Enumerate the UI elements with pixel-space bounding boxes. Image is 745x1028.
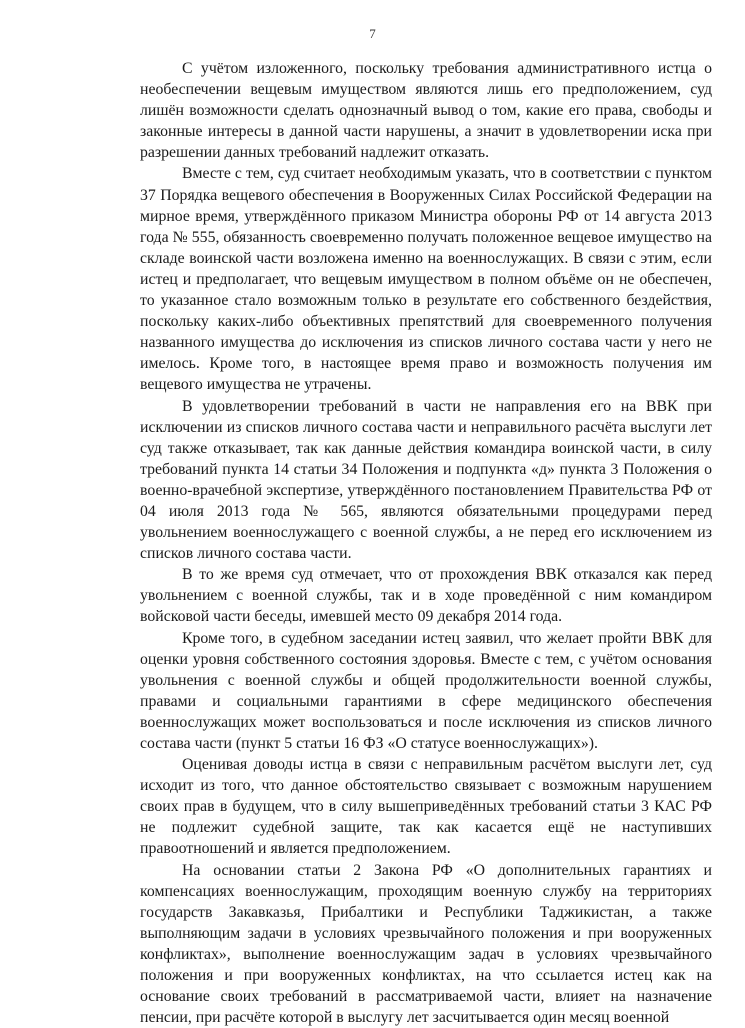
- document-body: [140, 58, 712, 1028]
- paragraph-6: Оценивая доводы истца в связи с неправильным расчётом выслуги лет, суд исходит из того, что данное обстоятельство связывает с возможным нарушением своих прав в будущем, что в силу вышеприведённых требований статьи 3 КАС РФ не подлежит судебной защите, так как касается ещё не наступивших правоотношений и является предположением.: [140, 756, 712, 858]
- paragraph-5: Кроме того, в судебном заседании истец заявил, что желает пройти ВВК для оценки уровня собственного состояния здоровья. Вместе с тем, с учётом основания увольнения с военной службы и общей продолжительности военной службы, правами и социальными гарантиями в сфере медицинского обеспечения военнослужащих может воспользоваться и после исключения из списков личного состава части (пункт 5 статьи 16 ФЗ «О статусе военнослужащих»).: [140, 629, 712, 752]
- paragraph-1: С учётом изложенного, поскольку требования административного истца о необеспечении вещевым имуществом являются лишь его предположением, суд лишён возможности сделать однозначный вывод о том, какие его права, свободы и законные интересы в данной части нарушены, а значит в удовлетворении иска при разрешении данных требований надлежит отказать.: [140, 60, 712, 162]
- paragraph-3: В удовлетворении требований в части не направления его на ВВК при исключении из списков личного состава части и неправильного расчёта выслуги лет суд также отказывает, так как данные действия командира воинской части, в силу требований пункта 14 статьи 34 Положения и подпункта «д» пункта 3 Положения о военно-врачебной экспертизе, утверждённого постановлением Правительства РФ от 04 июля 2013 года № 565, являются обязательными процедурами перед увольнением военнослужащего с военной службы, а не перед его исключением из списков личного состава части.: [140, 397, 712, 563]
- paragraph-2: Вместе с тем, суд считает необходимым указать, что в соответствии с пунктом 37 Порядка вещевого обеспечения в Вооруженных Силах Российской Федерации на мирное время, утверждённого приказом Министра обороны РФ от 14 августа 2013 года № 555, обязанность своевременно получать положенное вещевое имущество на складе воинской части возложена именно на военнослужащих. В связи с этим, если истец и предполагает, что вещевым имуществом в полном объёме он не обеспечен, то указанное стало возможным только в результате его собственного бездействия, поскольку каких-либо объективных препятствий для своевременного получения названного имущества до исключения из списков личного состава части у него не имелось. Кроме того, в настоящее время право и возможность получения им вещевого имущества не утрачены.: [140, 165, 712, 394]
- paragraph-7: На основании статьи 2 Закона РФ «О дополнительных гарантиях и компенсациях военнослужащим, проходящим военную службу на территориях государств Закавказья, Прибалтики и Республики Таджикистан, а также выполняющим задачи в условиях чрезвычайного положения и при вооруженных конфликтах», выполнение военнослужащим задач в условиях чрезвычайного положения и при вооруженных конфликтах, на что ссылается истец как на основание своих требований в рассматриваемой части, влияет на назначение пенсии, при расчёте которой в выслугу лет засчитывается один месяц военной: [140, 861, 712, 1027]
- paragraph-4: В то же время суд отмечает, что от прохождения ВВК отказался как перед увольнением с военной службы, так и в ходе проведённой с ним командиром войсковой части беседы, имевшей место 09 декабря 2014 года.: [140, 566, 712, 626]
- page-number: 7: [369, 26, 376, 41]
